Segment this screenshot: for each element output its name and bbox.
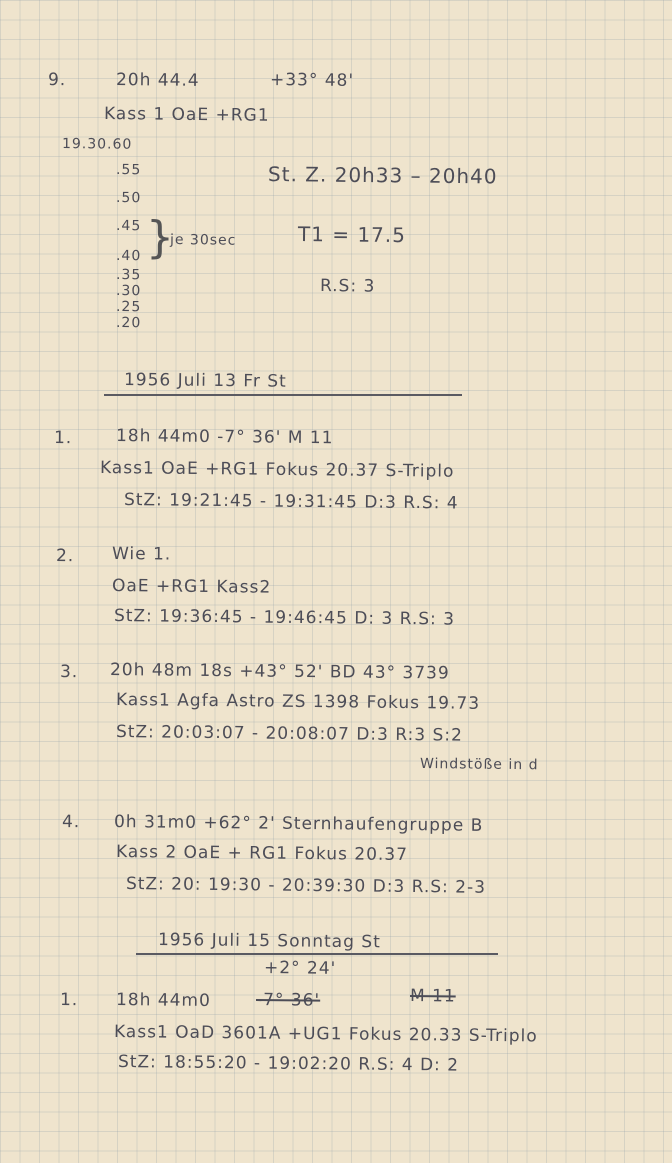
entry-4-number: 4.	[61, 812, 81, 833]
entry-9-time-7: .25	[115, 299, 142, 316]
entry-1-number: 1.	[53, 428, 73, 449]
entry-3-number: 3.	[59, 662, 79, 683]
entry-2-wie: Wie 1.	[111, 544, 172, 565]
entry-9-number: 9.	[47, 70, 67, 91]
entry-1-line2: Kass1 OaE +RG1 Fokus 20.37 S-Triplo	[99, 458, 455, 482]
entry-2-number: 2.	[55, 546, 75, 567]
entry-9-kass: Kass 1 OaE +RG1	[103, 104, 270, 126]
entry-4-line3: StZ: 20: 19:30 - 20:39:30 D:3 R.S: 2-3	[125, 874, 487, 898]
entry-9-je: je 30sec	[169, 232, 237, 249]
entry-9-time-4: .40	[115, 248, 142, 265]
entry-9-ti: T1 = 17.5	[297, 222, 407, 248]
header-underline-2	[136, 953, 498, 955]
entry-5-line3: StZ: 18:55:20 - 19:02:20 R.S: 4 D: 2	[117, 1052, 460, 1076]
entry-1-line3: StZ: 19:21:45 - 19:31:45 D:3 R.S: 4	[123, 490, 459, 514]
entry-4-coords: 0h 31m0 +62° 2' Sternhaufengruppe B	[113, 812, 484, 836]
entry-9-dec: +33° 48'	[269, 70, 355, 91]
entry-3-line2: Kass1 Agfa Astro ZS 1398 Fokus 19.73	[115, 690, 481, 714]
entry-9-time-5: .35	[115, 267, 142, 284]
date-header-correction: +2° 24'	[263, 958, 337, 979]
entry-9-time-0: 19.30.60	[61, 136, 133, 153]
entry-2-line3: StZ: 19:36:45 - 19:46:45 D: 3 R.S: 3	[113, 606, 456, 630]
entry-9-ra: 20h 44.4	[115, 70, 200, 91]
entry-5-dec-struck: -7° 36'	[255, 990, 321, 1011]
entry-5-ra: 18h 44m0	[115, 990, 211, 1011]
entry-9-time-3: .45	[115, 218, 142, 235]
entry-3-line3: StZ: 20:03:07 - 20:08:07 D:3 R:3 S:2	[115, 722, 463, 746]
entry-9-time-8: .20	[115, 315, 142, 332]
entry-9-rs: R.S: 3	[319, 276, 376, 297]
date-header-juli-15: 1956 Juli 15 Sonntag St	[157, 930, 381, 953]
entry-5-line2: Kass1 OaD 3601A +UG1 Fokus 20.33 S-Triplo	[113, 1022, 538, 1047]
brace-mark: }	[146, 212, 174, 263]
entry-2-line2: OaE +RG1 Kass2	[111, 576, 272, 598]
entry-9-time-1: .55	[115, 162, 142, 179]
entry-3-coords: 20h 48m 18s +43° 52' BD 43° 3739	[109, 660, 450, 684]
entry-5-number: 1.	[59, 990, 79, 1011]
entry-9-time-2: .50	[115, 190, 142, 207]
entry-9-time-6: .30	[115, 283, 142, 300]
entry-1-coords: 18h 44m0 -7° 36' M 11	[115, 426, 334, 449]
entry-4-line2: Kass 2 OaE + RG1 Fokus 20.37	[115, 842, 409, 866]
header-underline	[104, 394, 462, 396]
date-header-juli-13: 1956 Juli 13 Fr St	[123, 370, 287, 392]
entry-5-m-struck: M 11	[409, 986, 456, 1007]
entry-3-note: Windstöße in d	[419, 756, 539, 774]
entry-9-stz: St. Z. 20h33 – 20h40	[267, 162, 498, 189]
